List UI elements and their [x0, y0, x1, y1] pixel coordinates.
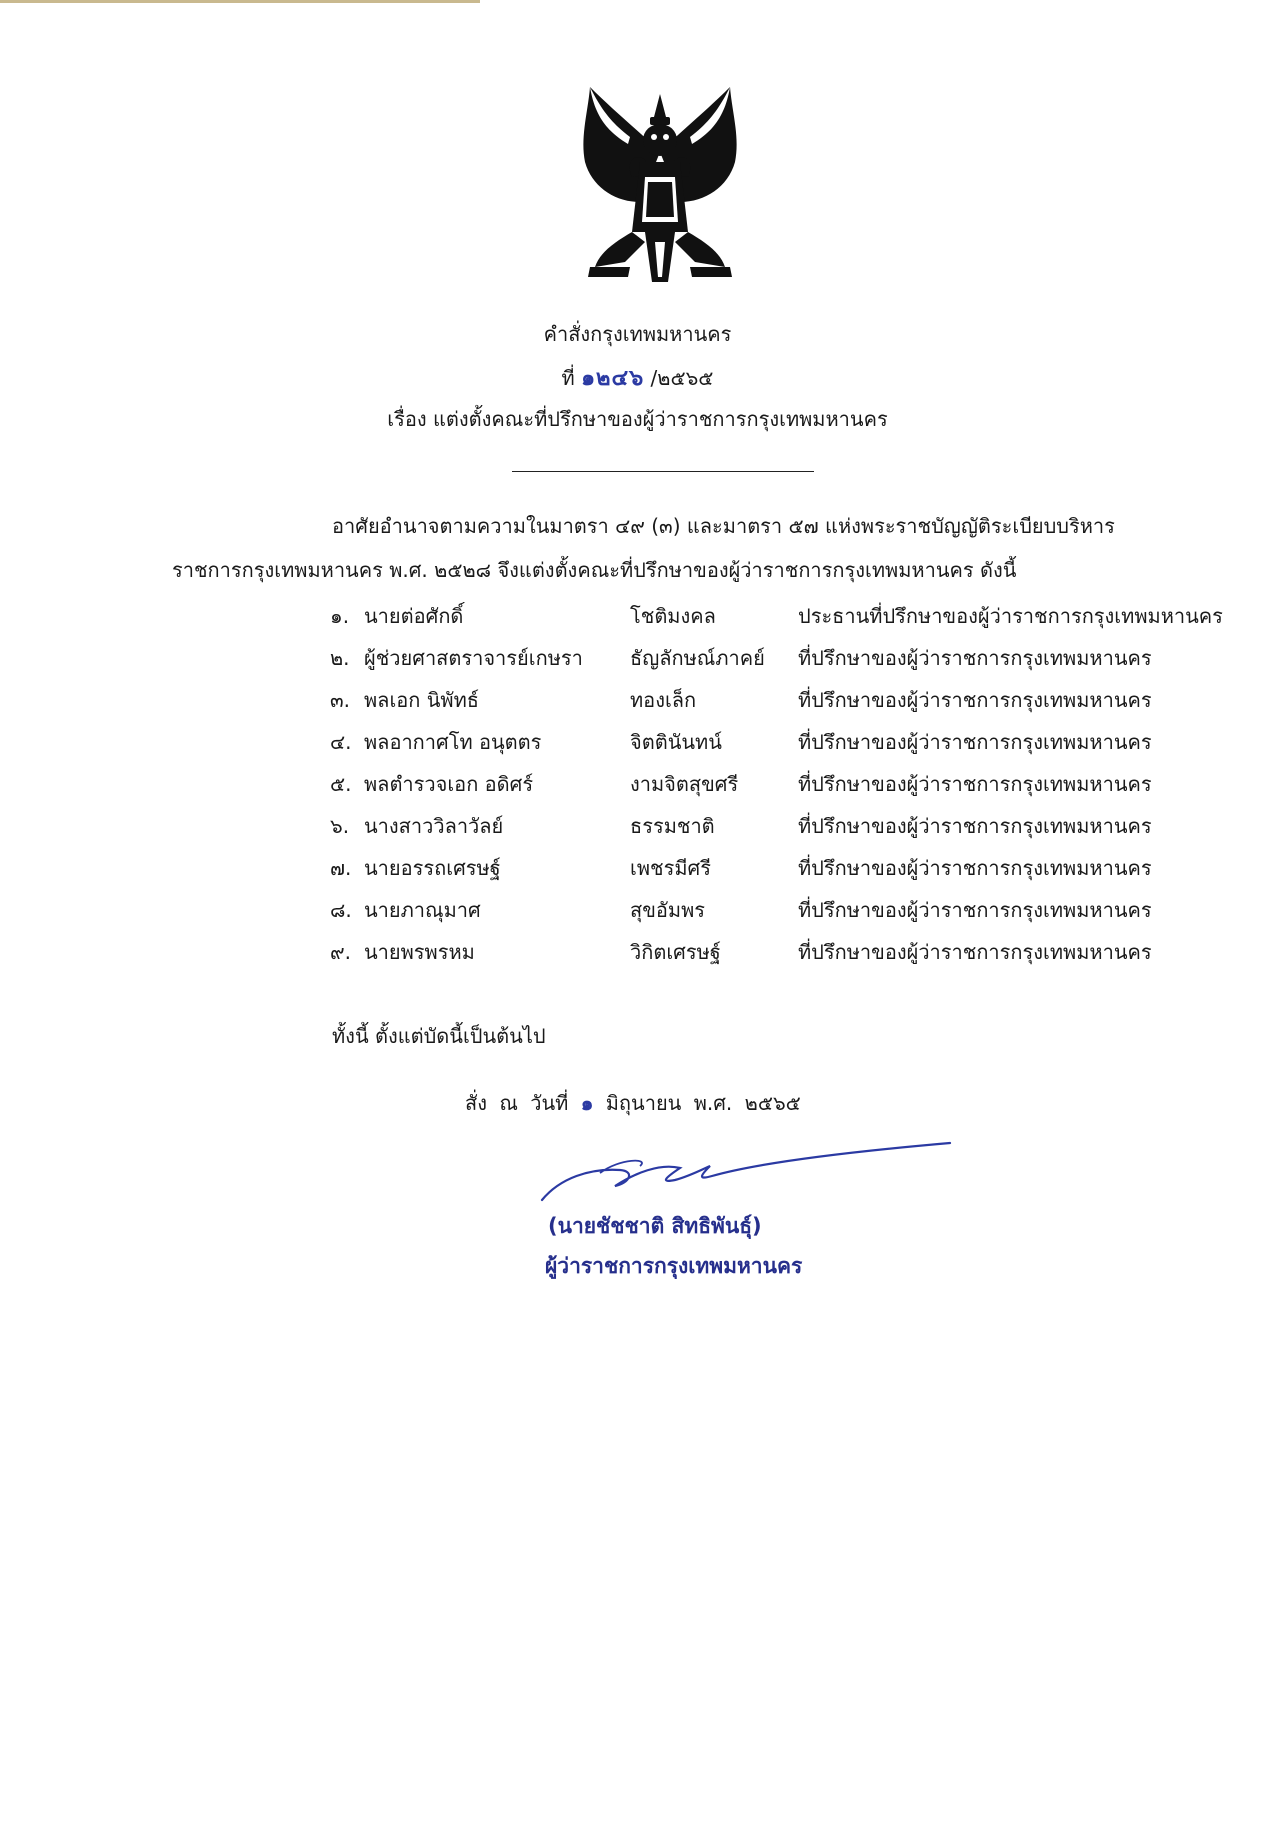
member-number: ๕.	[330, 772, 352, 796]
member-row	[330, 894, 1230, 928]
member-row	[330, 768, 1230, 802]
order-subject: เรื่อง แต่งตั้งคณะที่ปรึกษาของผู้ว่าราชการกรุงเทพมหานคร	[387, 407, 888, 431]
member-role: ที่ปรึกษาของผู้ว่าราชการกรุงเทพมหานคร	[798, 730, 1152, 754]
member-first-name: นายต่อศักดิ์	[364, 604, 464, 628]
member-last-name: วิกิตเศรษฐ์	[630, 940, 721, 964]
document-title: คำสั่งกรุงเทพมหานคร	[543, 322, 732, 346]
body-paragraph-line-2: ราชการกรุงเทพมหานคร พ.ศ. ๒๕๒๘ จึงแต่งตั้งคณะที่ปรึกษาของผู้ว่าราชการกรุงเทพมหานคร ดังนี้	[172, 558, 1017, 582]
member-last-name: งามจิตสุขศรี	[630, 772, 739, 796]
garuda-emblem-icon	[570, 82, 750, 287]
member-role: ที่ปรึกษาของผู้ว่าราชการกรุงเทพมหานคร	[798, 856, 1152, 880]
scan-edge	[0, 0, 480, 3]
order-number-suffix: /๒๕๖๕	[650, 366, 714, 390]
member-first-name: นายพรพรหม	[364, 940, 475, 964]
order-number	[0, 360, 1275, 395]
order-date-suffix: มิถุนายน พ.ศ. ๒๕๖๕	[605, 1091, 801, 1115]
order-date-prefix: สั่ง ณ วันที่	[465, 1091, 569, 1115]
member-role: ประธานที่ปรึกษาของผู้ว่าราชการกรุงเทพมหานคร	[798, 604, 1223, 628]
member-last-name: โชติมงคล	[630, 604, 716, 628]
order-date	[465, 1087, 801, 1119]
member-role: ที่ปรึกษาของผู้ว่าราชการกรุงเทพมหานคร	[798, 688, 1152, 712]
member-row	[330, 684, 1230, 718]
member-role: ที่ปรึกษาของผู้ว่าราชการกรุงเทพมหานคร	[798, 940, 1152, 964]
signer-position: ผู้ว่าราชการกรุงเทพมหานคร	[545, 1254, 803, 1278]
member-first-name: นายภาณุมาศ	[364, 898, 481, 922]
member-row	[330, 810, 1230, 844]
member-first-name: นายอรรถเศรษฐ์	[364, 856, 501, 880]
member-last-name: ธัญลักษณ์ภาคย์	[630, 646, 765, 670]
handwritten-signature	[540, 1118, 960, 1218]
member-first-name: พลอากาศโท อนุตตร	[364, 730, 542, 754]
order-date-day-handwritten: ๑	[580, 1091, 594, 1115]
member-row	[330, 600, 1230, 634]
member-number: ๙.	[330, 940, 352, 964]
member-number: ๗.	[330, 856, 352, 880]
member-number: ๖.	[330, 814, 350, 838]
member-number: ๘.	[330, 898, 352, 922]
member-last-name: ธรรมชาติ	[630, 814, 715, 838]
body-paragraph-line-1: อาศัยอำนาจตามความในมาตรา ๔๙ (๓) และมาตรา ๕๗ แห่งพระราชบัญญัติระเบียบบริหาร	[332, 514, 1115, 538]
member-role: ที่ปรึกษาของผู้ว่าราชการกรุงเทพมหานคร	[798, 646, 1152, 670]
member-role: ที่ปรึกษาของผู้ว่าราชการกรุงเทพมหานคร	[798, 814, 1152, 838]
member-role: ที่ปรึกษาของผู้ว่าราชการกรุงเทพมหานคร	[798, 772, 1152, 796]
member-first-name: พลเอก นิพัทธ์	[364, 688, 479, 712]
member-role: ที่ปรึกษาของผู้ว่าราชการกรุงเทพมหานคร	[798, 898, 1152, 922]
member-number: ๔.	[330, 730, 352, 754]
signer-name: (นายชัชชาติ สิทธิพันธุ์)	[548, 1214, 762, 1238]
member-row	[330, 726, 1230, 760]
member-row	[330, 852, 1230, 886]
member-number: ๒.	[330, 646, 350, 670]
member-last-name: สุขอัมพร	[630, 898, 705, 922]
member-first-name: ผู้ช่วยศาสตราจารย์เกษรา	[364, 646, 583, 670]
member-first-name: พลตำรวจเอก อดิศร์	[364, 772, 534, 796]
member-first-name: นางสาววิลาวัลย์	[364, 814, 504, 838]
member-number: ๓.	[330, 688, 351, 712]
member-row	[330, 936, 1230, 970]
member-last-name: เพชรมีศรี	[630, 856, 711, 880]
member-last-name: จิตตินันทน์	[630, 730, 722, 754]
member-row	[330, 642, 1230, 676]
member-number: ๑.	[330, 604, 350, 628]
order-number-prefix: ที่	[561, 366, 575, 390]
member-last-name: ทองเล็ก	[630, 688, 697, 712]
closing-statement: ทั้งนี้ ตั้งแต่บัดนี้เป็นต้นไป	[332, 1024, 546, 1048]
order-number-handwritten: ๑๒๔๖	[581, 366, 645, 391]
divider	[512, 471, 814, 472]
